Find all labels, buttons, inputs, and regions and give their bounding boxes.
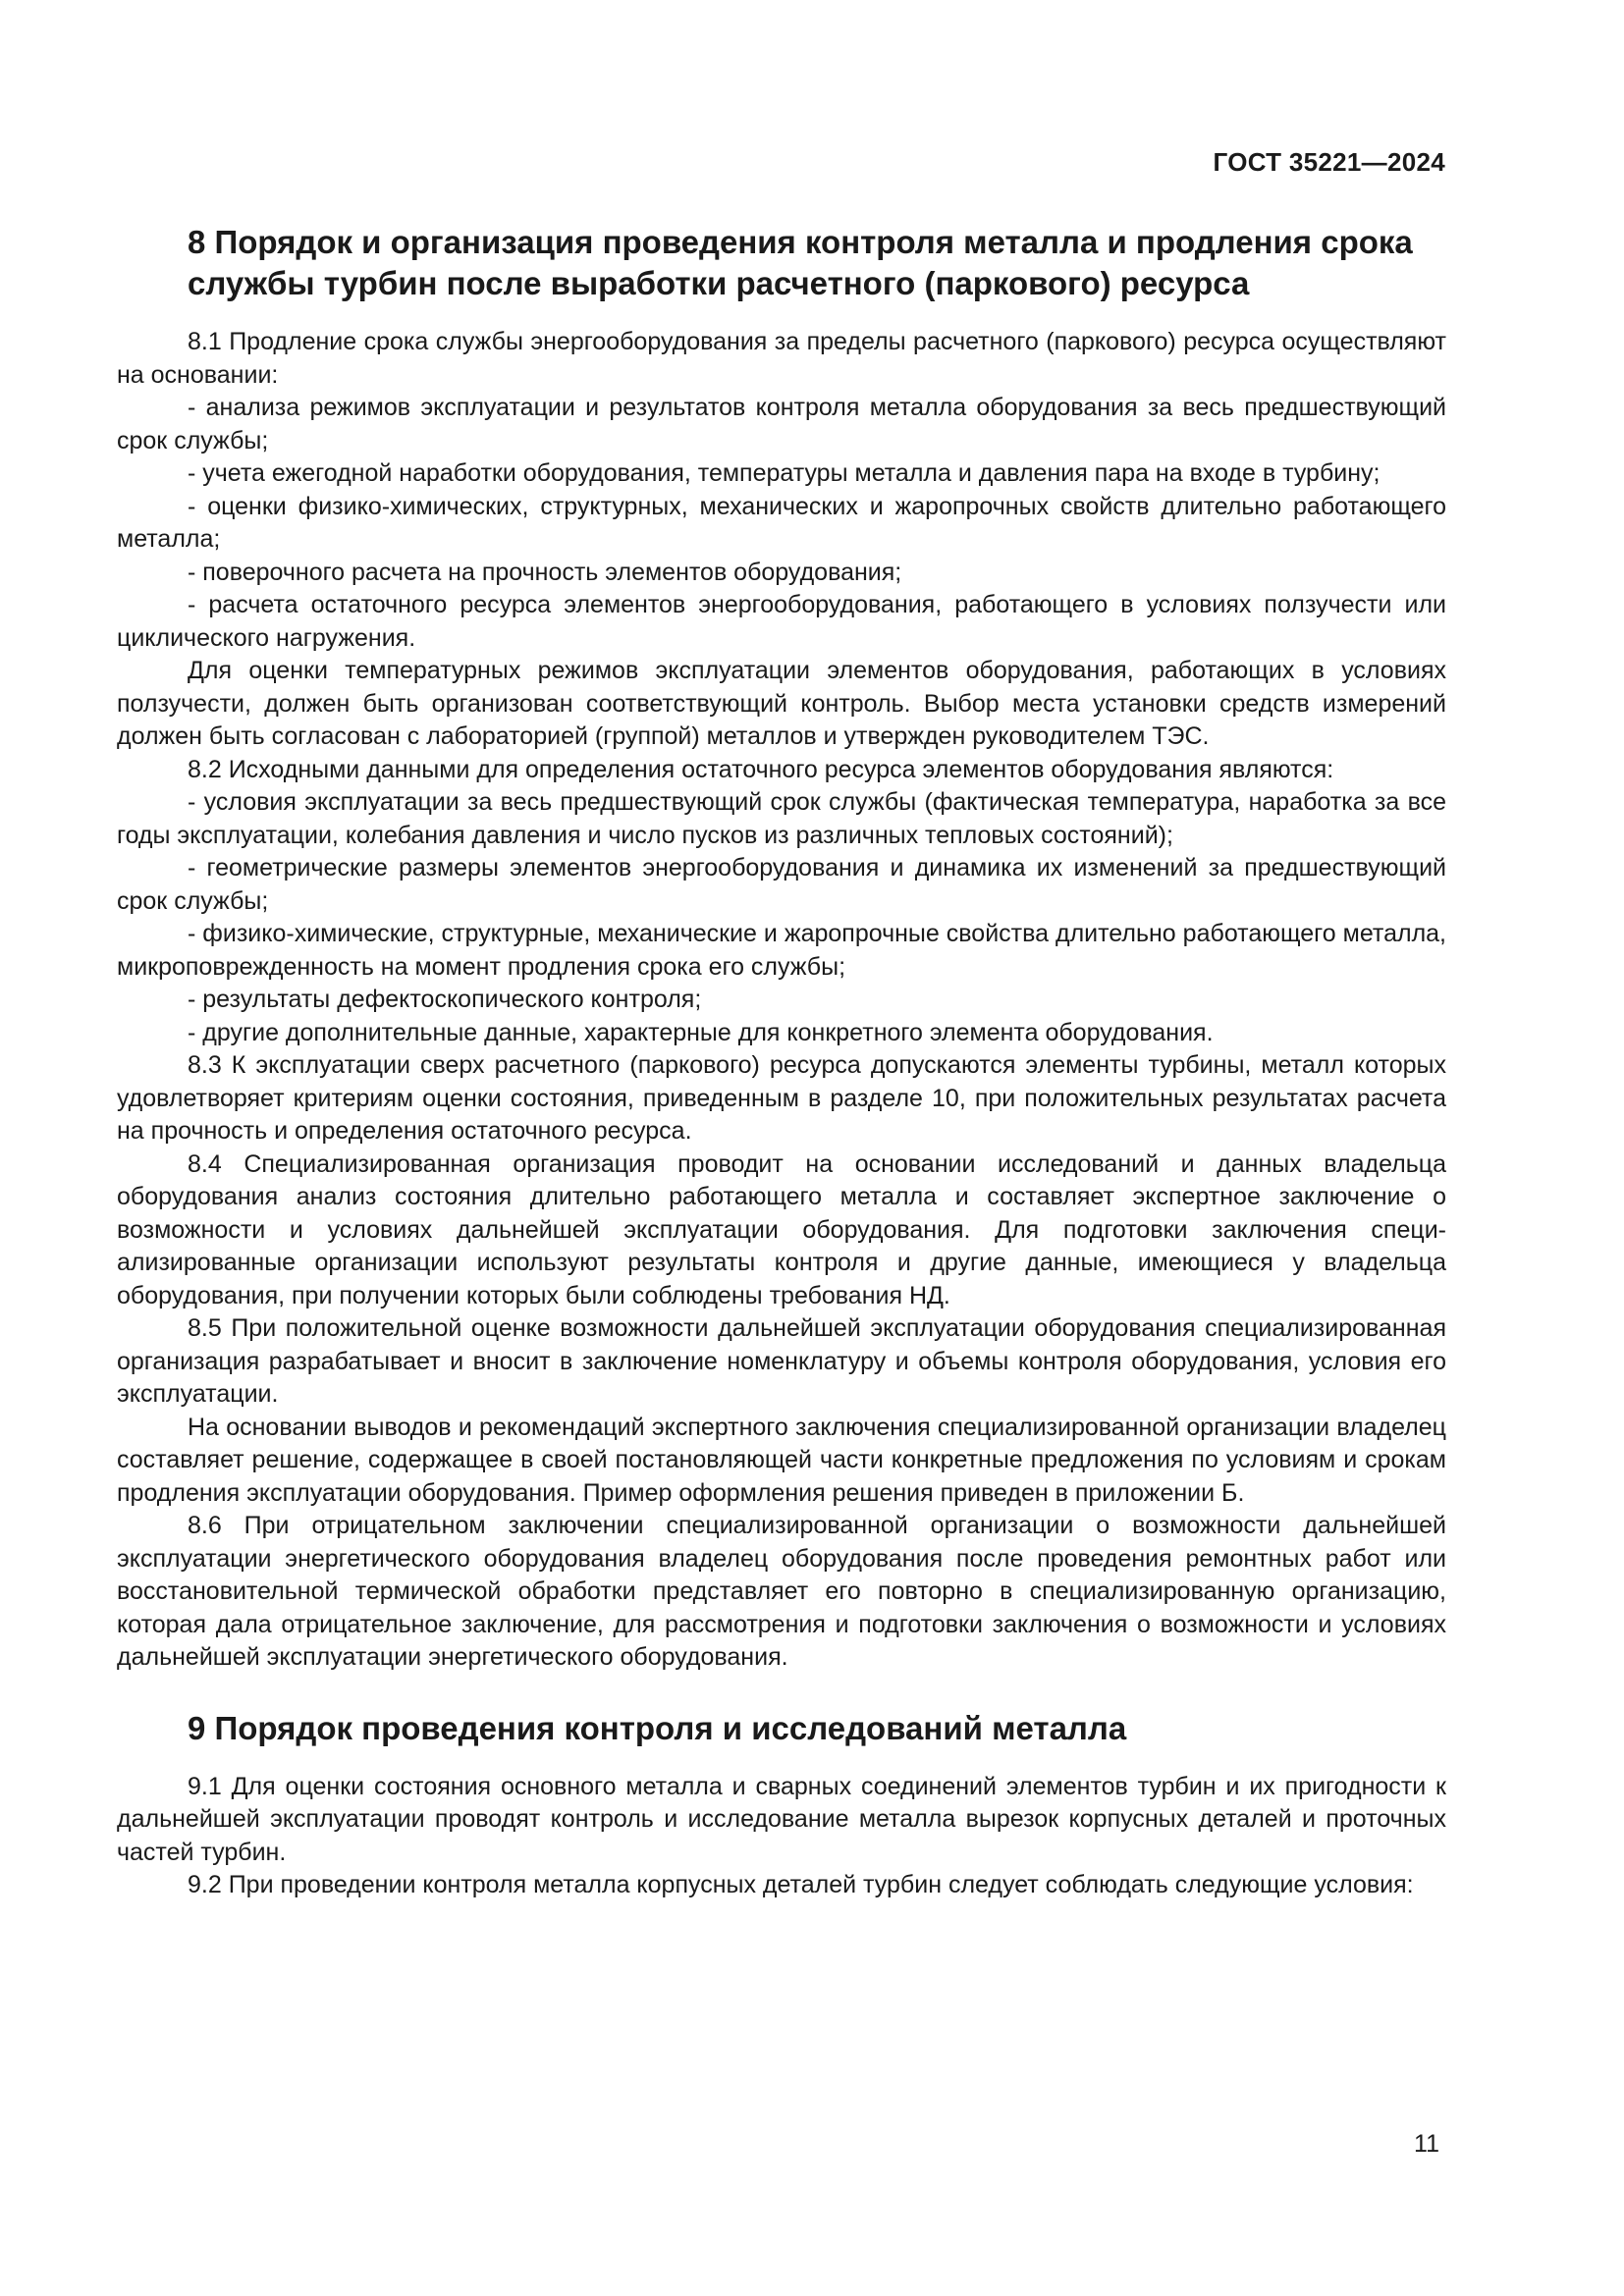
paragraph-8-6: 8.6 При отрицательном заключении специализированной организации о возможности дальнейшей эксплуатации энергетического оборудования владелец оборудования после проведения ремонтных работ или восстановительной термической обработки представляет его повторно в специализированную организацию, которая дала отрицательное заключение, для рассмотрения и подготовки заключения о возможности и условиях дальнейшей эксплуатации энергетического оборудования.	[117, 1512, 1446, 1671]
list-item: - анализа режимов эксплуатации и результатов контроля металла оборудования за весь предшествующий срок службы;	[117, 394, 1446, 454]
paragraph: Для оценки температурных режимов эксплуатации элементов оборудования, работающих в условиях ползучести, должен быть организован соответствующий контроль. Выбор места установки средств измерений должен быть согласован с лабораторией (группой) металлов и утвержден руководителем ТЭС.	[117, 657, 1446, 750]
section-8-body	[117, 326, 1446, 1675]
paragraph-8-5: 8.5 При положительной оценке возможности дальнейшей эксплуатации оборудования специализированная организация разрабатывает и вносит в заключение номенклатуру и объемы контроля оборудования, условия его эксплуатации.	[117, 1314, 1446, 1408]
list-item: - оценки физико-химических, структурных, механических и жаропрочных свойств длительно работающего металла;	[117, 492, 1446, 553]
list-item: - результаты дефектоскопического контроля;	[188, 986, 702, 1013]
section-8-heading: 8 Порядок и организация проведения контроля металла и продления срока службы турбин после выработки расчетного (паркового) ресурса	[188, 224, 1413, 301]
paragraph-8-4: 8.4 Специализированная организация проводит на основании исследований и данных владельца оборудования анализ состояния длительно работающего металла и составляет экспертное заключение о возможности и условиях дальнейшей эксплуатации оборудования. Для подготовки заключения специализированные организации используют результаты контроля и другие данные, имеющиеся у владельца оборудования, при получении которых были соблюдены требования НД.	[117, 1149, 1446, 1309]
paragraph-8-2: 8.2 Исходными данными для определения остаточного ресурса элементов оборудования являются:	[188, 755, 1334, 783]
list-item: - другие дополнительные данные, характерные для конкретного элемента оборудования.	[188, 1018, 1214, 1046]
page-number: 11	[1414, 2130, 1439, 2158]
list-item: - учета ежегодной наработки оборудования, температуры металла и давления пара на входе в турбину;	[188, 459, 1380, 487]
paragraph-8-3: 8.3 К эксплуатации сверх расчетного (паркового) ресурса допускаются элементы турбины, металл которых удовлетворяет критериям оценки состояния, приведенным в разделе 10, при положительных результатах расчета на прочность и определения остаточного ресурса.	[117, 1051, 1446, 1145]
section-9-body	[117, 1771, 1446, 1902]
section-9-heading: 9 Порядок проведения контроля и исследований металла	[188, 1709, 1127, 1746]
page-content	[117, 222, 1446, 1902]
paragraph-9-2: 9.2 При проведении контроля металла корпусных деталей турбин следует соблюдать следующие условия:	[188, 1871, 1414, 1898]
list-item: - физико-химические, структурные, механические и жаропрочные свойства длительно работающего металла, микроповрежденность на момент продления срока его службы;	[117, 920, 1446, 981]
document-code: ГОСТ 35221—2024	[1213, 147, 1445, 177]
list-item: - геометрические размеры элементов энергооборудования и динамика их изменений за предшествующий срок службы;	[117, 854, 1446, 915]
list-item: - поверочного расчета на прочность элементов оборудования;	[188, 558, 902, 586]
paragraph-8-1: 8.1 Продление срока службы энергооборудования за пределы расчетного (паркового) ресурса осуществляют на основании:	[117, 328, 1446, 389]
paragraph: На основании выводов и рекомендаций экспертного заключения специализированной организации владелец составляет решение, содержащее в своей постановляющей части конкретные предложения по условиям и срокам продления эксплуатации оборудования. Пример оформления решения приведен в приложении Б.	[117, 1413, 1446, 1507]
list-item: - расчета остаточного ресурса элементов энергооборудования, работающего в условиях ползучести или циклического нагружения.	[117, 591, 1446, 652]
paragraph-9-1: 9.1 Для оценки состояния основного металла и сварных соединений элементов турбин и их пригодности к дальнейшей эксплуатации проводят контроль и исследование металла вырезок корпусных деталей и проточных частей турбин.	[117, 1772, 1446, 1866]
list-item: - условия эксплуатации за весь предшествующий срок службы (фактическая температура, наработка за все годы эксплуатации, колебания давления и число пусков из различных тепловых состояний);	[117, 788, 1446, 849]
